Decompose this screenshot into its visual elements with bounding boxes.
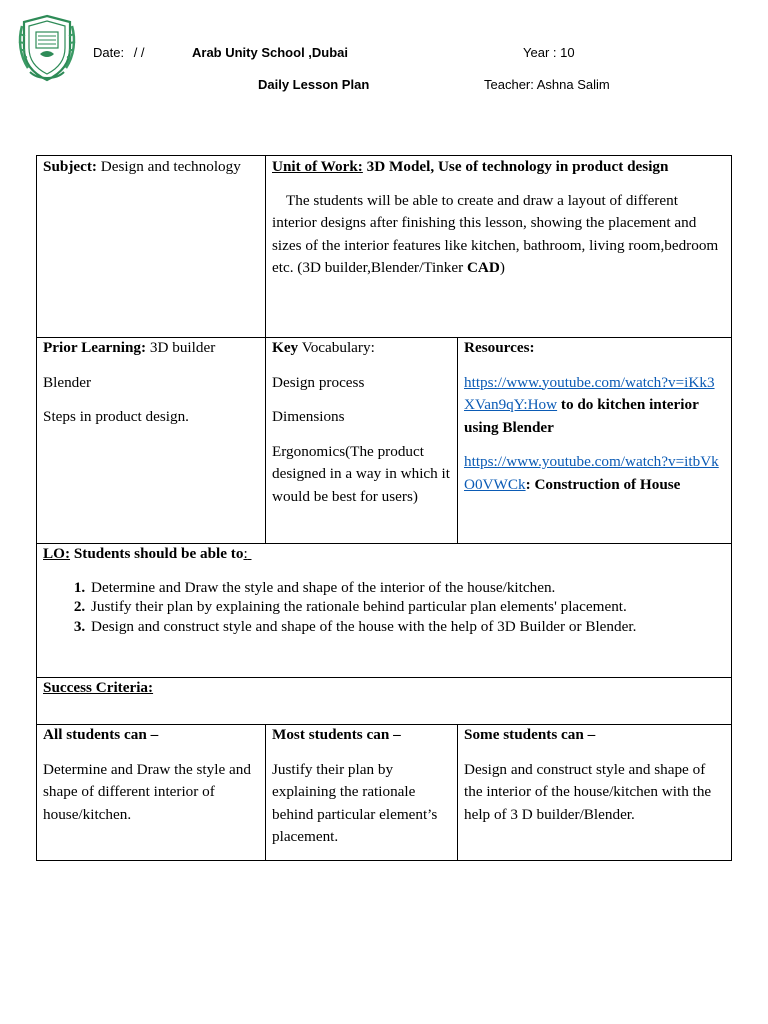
vocab-item: Dimensions	[272, 408, 345, 425]
cad-text: CAD	[466, 259, 500, 276]
lo-item: 3. Design and construct style and shape of the house with the help of 3D Builder or Blender.	[89, 617, 725, 637]
teacher-label: Teacher: Ashna Salim	[484, 77, 610, 92]
learning-objectives-cell: LO: Students should be able to: 1. Determine and Draw the style and shape of the interior of the house/kitchen. 2. Justify their plan by explaining the rationale behind particular plan elements' placement. 3. Design and construct style and shape of the house with the help of 3D Builder or Blender.	[37, 543, 731, 636]
all-students-text: Determine and Draw the style and shape of different interior of house/kitchen.	[43, 760, 251, 823]
school-name: Arab Unity School ,Dubai	[192, 45, 349, 60]
vocab-label-key: Key	[272, 339, 299, 356]
success-criteria-label: Success Criteria:	[43, 679, 154, 696]
subject-label: Subject:	[43, 158, 97, 175]
success-criteria-cell	[37, 677, 731, 700]
resource-item	[464, 451, 725, 496]
subject-cell	[37, 156, 265, 179]
some-students-cell	[458, 724, 731, 826]
resource-link[interactable]: https://www.youtube.com/watch?v=iKk3XVan9qY:How	[464, 373, 715, 413]
resource-description: : Construction of House	[525, 475, 681, 493]
unit-label: Unit of Work:	[272, 158, 363, 175]
resources-label: Resources:	[464, 339, 535, 356]
prior-learning-item: Steps in product design.	[43, 408, 189, 425]
date-field	[93, 45, 145, 60]
vocab-item: Design process	[272, 373, 365, 391]
date-label: Date:	[93, 45, 125, 60]
lo-label: LO:	[43, 545, 71, 562]
prior-learning-item: Blender	[43, 373, 92, 391]
most-students-cell	[266, 724, 457, 849]
lo-item: 1. Determine and Draw the style and shape of the interior of the house/kitchen.	[89, 578, 725, 598]
learning-objectives-list	[43, 578, 725, 637]
school-crest-logo	[16, 12, 78, 84]
subject-value: Design and technology	[100, 158, 241, 175]
year-label: Year : 10	[523, 45, 575, 60]
resource-link[interactable]: https://www.youtube.com/watch?v=itbVkO0VWCk	[464, 453, 719, 493]
prior-learning-item: 3D builder	[149, 339, 216, 356]
lo-item: 2. Justify their plan by explaining the rationale behind particular plan elements' placement.	[89, 597, 725, 617]
some-students-text: Design and construct style and shape of the interior of the house/kitchen with the help of 3 D builder/Blender.	[464, 760, 712, 823]
date-value: / /	[133, 45, 145, 60]
vocab-item: Ergonomics(The product designed in a way in which it would be best for users)	[272, 442, 450, 505]
unit-description: The students will be able to create and draw a layout of different interior designs after finishing this lesson, showing the placement and sizes of the interior features like kitchen, bathroom, living room,bedroom etc. (3D builder,Blender/Tinker CAD)	[272, 191, 719, 276]
lo-title: Students should be able to	[73, 545, 244, 562]
resource-description: to do kitchen interior using Blender	[464, 396, 699, 436]
most-students-header: Most students can –	[272, 726, 401, 743]
most-students-text: Justify their plan by explaining the rationale behind particular element’s placement.	[272, 760, 438, 845]
prior-learning-cell	[37, 337, 265, 429]
resources-cell	[458, 337, 731, 496]
all-students-header: All students can –	[43, 726, 159, 743]
unit-value: 3D Model, Use of technology in product design	[366, 158, 669, 175]
all-students-cell	[37, 724, 265, 826]
plan-title: Daily Lesson Plan	[258, 77, 370, 92]
vocab-label-rest: Vocabulary:	[301, 339, 375, 356]
some-students-header: Some students can –	[464, 726, 596, 743]
unit-of-work-cell	[266, 156, 730, 280]
lesson-plan-table	[36, 155, 732, 861]
prior-learning-label: Prior Learning:	[43, 339, 147, 356]
resource-item	[464, 372, 725, 440]
key-vocabulary-cell	[266, 337, 457, 508]
